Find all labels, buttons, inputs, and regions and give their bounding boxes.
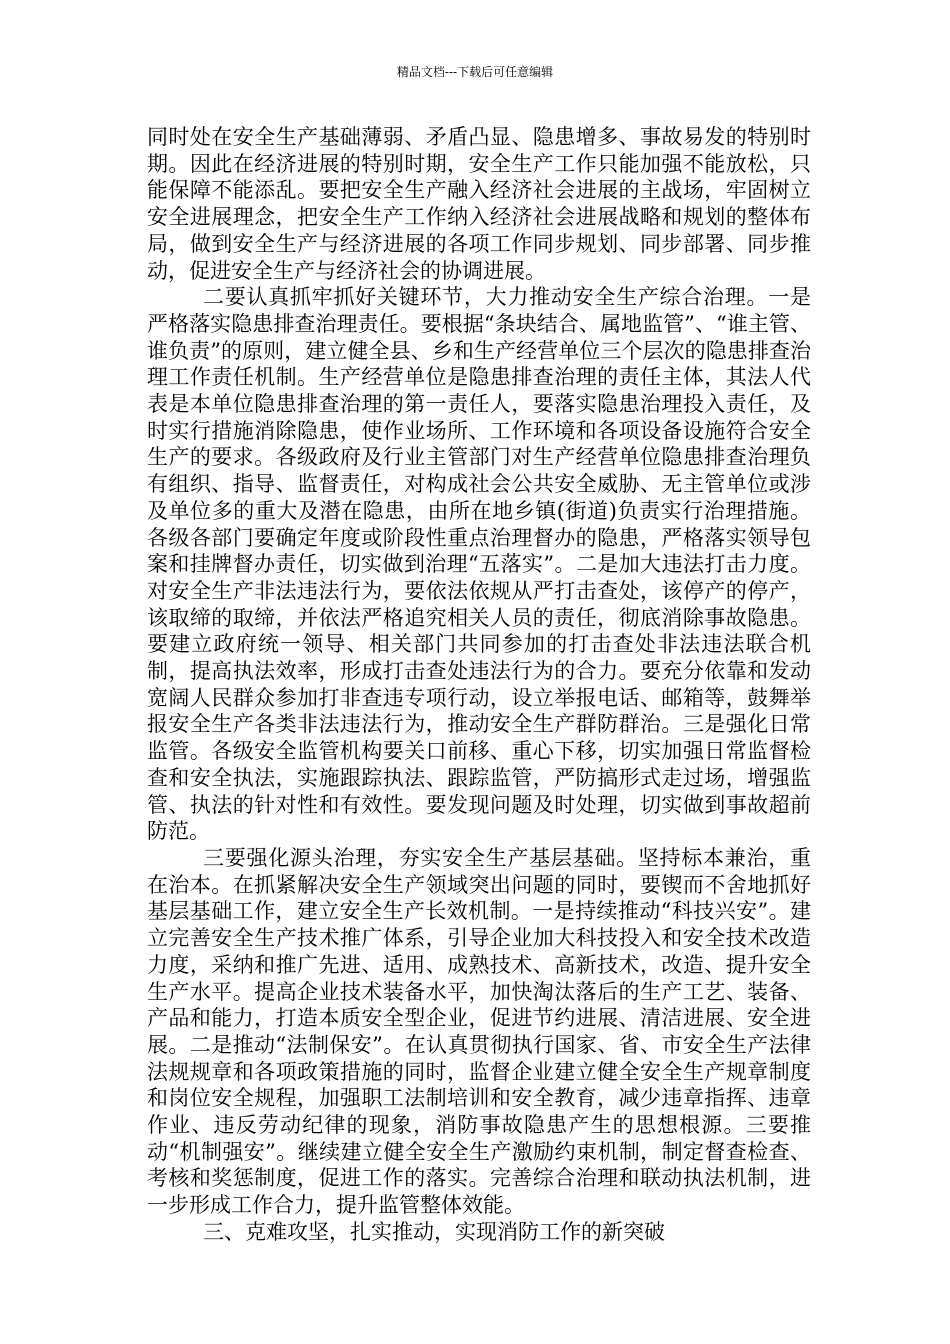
paragraph-source-governance: 三要强化源头治理，夯实安全生产基层基础。坚持标本兼治，重在治本。在抓紧解决安全生产领域突出问题的同时，要锲而不舍地抓好基层基础工作，建立安全生产长效机制。一是持续推动“科技兴安”。建立完善安全生产技术推广体系，引导企业加大科技投入和安全技术改造力度，采纳和推广先进、适用、成熟技术、高新技术，改造、提升安全生产水平。提高企业技术装备水平，加快淘汰落后的生产工艺、装备、产品和能力，打造本质安全型企业，促进节约进展、清洁进展、安全进展。二是推动“法制保安”。在认真贯彻执行国家、省、市安全生产法律法规规章和各项政策措施的同时，监督企业建立健全安全生产规章制度和岗位安全规程，加强职工法制培训和安全教育，减少违章指挥、违章作业、违反劳动纪律的现象，消防事故隐患产生的思想根源。三要推动“机制强安”。继续建立健全安全生产激励约束机制，制定督查检查、考核和奖惩制度，促进工作的落实。完善综合治理和联动执法机制，进一步形成工作合力，提升监管整体效能。 <box>147 845 811 1218</box>
paragraph-key-links: 二要认真抓牢抓好关键环节，大力推动安全生产综合治理。一是严格落实隐患排查治理责任。要根据“条块结合、属地监管”、“谁主管、谁负责”的原则，建立健全县、乡和生产经营单位三个层次的隐患排查治理工作责任机制。生产经营单位是隐患排查治理的责任主体，其法人代表是本单位隐患排查治理的第一责任人，要落实隐患治理投入责任，及时实行措施消除隐患，使作业场所、工作环境和各项设备设施符合安全生产的要求。各级政府及行业主管部门对生产经营单位隐患排查治理负有组织、指导、监督责任，对构成社会公共安全威胁、无主管单位或涉及单位多的重大及潜在隐患，由所在地乡镇(街道)负责实行治理措施。各级各部门要确定年度或阶段性重点治理督办的隐患，严格落实领导包案和挂牌督办责任，切实做到治理“五落实”。二是加大违法打击力度。对安全生产非法违法行为，要依法依规从严打击查处，该停产的停产，该取缔的取缔，并依法严格追究相关人员的责任，彻底消除事故隐患。要建立政府统一领导、相关部门共同参加的打击查处非法违法联合机制，提高执法效率，形成打击查处违法行为的合力。要充分依靠和发动宽阔人民群众参加打非查违专项行动，设立举报电话、邮箱等，鼓舞举报安全生产各类非法违法行为，推动安全生产群防群治。三是强化日常监管。各级安全监管机构要关口前移、重心下移，切实加强日常监督检查和安全执法，实施跟踪执法、跟踪监管，严防搞形式走过场，增强监管、执法的针对性和有效性。要发现问题及时处理，切实做到事故超前防范。 <box>147 285 811 844</box>
page-header: 精品文档---下载后可任意编辑 <box>396 65 554 79</box>
paragraph-continuation: 同时处在安全生产基础薄弱、矛盾凸显、隐患增多、事故易发的特别时期。因此在经济进展的特别时期，安全生产工作只能加强不能放松，只能保障不能添乱。要把安全生产融入经济社会进展的主战场，牢固树立安全进展理念，把安全生产工作纳入经济社会进展战略和规划的整体布局，做到安全生产与经济进展的各项工作同步规划、同步部署、同步推动，促进安全生产与经济社会的协调进展。 <box>147 125 811 283</box>
document-body <box>147 124 811 1246</box>
section-heading: 三、克难攻坚，扎实推动，实现消防工作的新突破 <box>203 1219 665 1244</box>
